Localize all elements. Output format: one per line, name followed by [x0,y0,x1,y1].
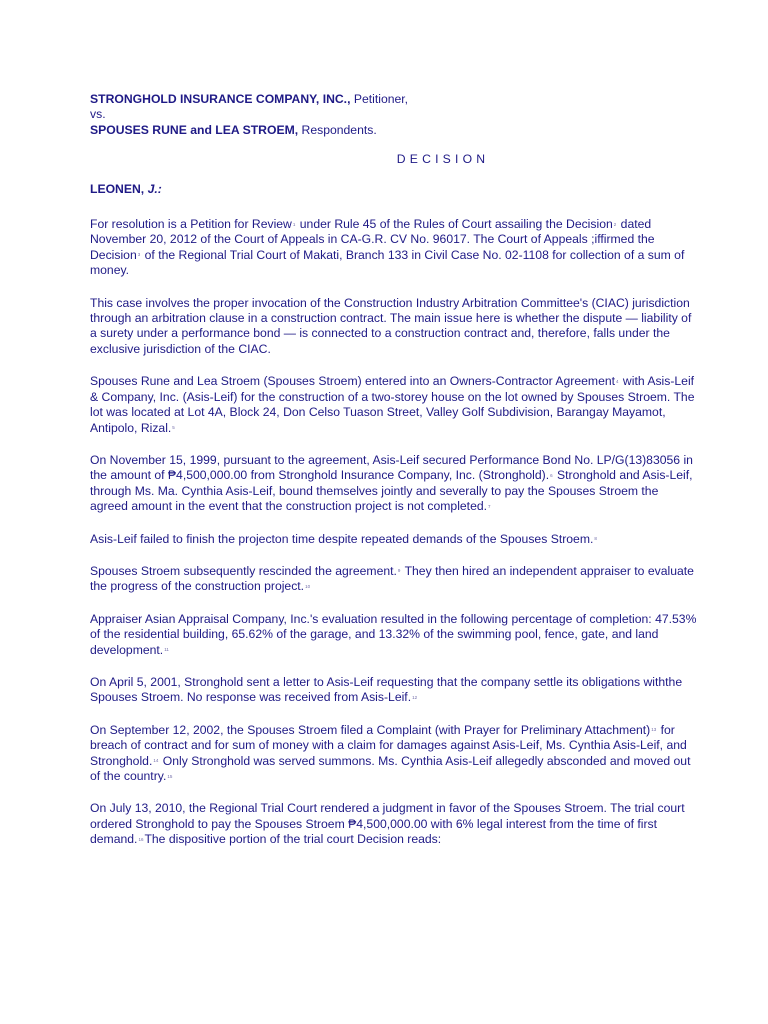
respondent-name: SPOUSES RUNE and LEA STROEM, [90,122,299,137]
footnote-marker-11[interactable]: 11 [164,647,169,653]
footnote-marker-15[interactable]: 15 [167,773,173,779]
paragraph-3 [90,374,698,436]
paragraph-text: Appraiser Asian Appraisal Company, Inc.'s evaluation resulted in the following percentage of completion: 47.53% of the residential building, 65.62% of the garage, and 13.32% of the swimming pool, fence, gate, and land development. [90,611,697,657]
paragraph-text: Asis-Leif failed to finish the projecton time despite repeated demands of the Spouses Stroem. [90,531,594,546]
paragraph-text: for breach of contract and for sum of money with a claim for damages against Asis-Leif, Ms. Cynthia Asis-Leif, and Stronghold. [90,722,687,768]
paragraph-1 [90,217,698,279]
paragraph-2 [90,296,698,358]
footnote-marker-4[interactable]: 4 [616,378,619,384]
footnote-marker-14[interactable]: 14 [153,758,159,764]
respondent-line [90,123,698,138]
paragraph-text: On July 13, 2010, the Regional Trial Court rendered a judgment in favor of the Spouses Stroem. The trial court ordered Stronghold to pay the Spouses Stroem ₱4,500,000.00 with 6% legal interest from the time of first demand. [90,801,685,847]
paragraph-7 [90,612,698,658]
paragraph-text: Spouses Stroem subsequently rescinded the agreement. [90,563,397,578]
paragraph-9 [90,723,698,785]
paragraph-text: Only Stronghold was served summons. Ms. Cynthia Asis-Leif allegedly absconded and moved out of the country. [90,753,691,783]
paragraph-text: On September 12, 2002, the Spouses Stroem filed a Complaint (with Prayer for Preliminary Attachment) [90,722,651,737]
petitioner-role: Petitioner, [353,92,409,106]
paragraph-4 [90,453,698,515]
petitioner-line [90,92,698,107]
footnote-marker-13[interactable]: 13 [651,727,657,733]
footnote-marker-7[interactable]: 7 [488,503,491,509]
footnote-marker-8[interactable]: 8 [594,536,597,542]
footnote-marker-12[interactable]: 12 [412,694,418,700]
paragraph-8 [90,675,698,706]
footnote-marker-5[interactable]: 5 [172,425,175,431]
paragraph-10 [90,801,698,847]
ponente [90,182,698,197]
paragraph-text: under Rule 45 of the Rules of Court assailing the Decision [296,217,613,232]
paragraph-text: On April 5, 2001, Stronghold sent a letter to Asis-Leif requesting that the company settle its obligations withthe Spouses Stroem. No response was received from Asis-Leif. [90,674,683,705]
paragraph-text: Spouses Rune and Lea Stroem (Spouses Stroem) entered into an Owners-Contractor Agreement [90,374,616,389]
paragraph-text: They then hired an independent appraiser to evaluate the progress of the construction project. [90,563,694,594]
paragraph-6 [90,564,698,595]
footnote-marker-10[interactable]: 10 [305,583,311,589]
decision-title: DECISION [396,152,490,167]
footnote-marker-6[interactable]: 6 [550,472,553,478]
ponente-name: LEONEN, [90,181,145,196]
paragraph-text: The dispositive portion of the trial court Decision reads: [144,832,442,847]
paragraph-5 [90,532,698,547]
versus-line: vs. [90,107,106,122]
footnote-marker-1[interactable]: 1 [292,221,296,227]
paragraph-text: with Asis-Leif & Company, Inc. (Asis-Leif) for the construction of a two-storey house on the lot owned by Spouses Stroem. The lot was located at Lot 4A, Block 24, Don Celso Tuason Street, Valley Golf Subdivision, Barangay Mayamot, Antipolo, Rizal. [90,374,695,435]
ponente-role: J.: [147,181,162,196]
paragraph-text: On November 15, 1999, pursuant to the agreement, Asis-Leif secured Performance Bond No. LP/G(13)83056 in the amount of ₱4,500,000.00 from Stronghold Insurance Company, Inc. (Stronghold). [90,452,693,483]
footnote-marker-9[interactable]: 9 [397,568,401,574]
paragraph-text: Stronghold and Asis-Leif, through Ms. Ma. Cynthia Asis-Leif, bound themselves jointly and severally to pay the Spouses Stroem the agreed amount in the event that the construction project is not completed. [90,468,693,514]
petitioner-name: STRONGHOLD INSURANCE COMPANY, INC., [90,92,351,106]
respondent-role: Respondents. [301,122,377,137]
paragraph-text: This case involves the proper invocation of the Construction Industry Arbitration Committee's (CIAC) jurisdiction through an arbitration clause in a construction contract. The main issue here is whether the dispute — liability of a surety under a performance bond — is connected to a construction contract and, therefore, falls under the exclusive jurisdiction of the CIAC. [90,295,692,356]
footnote-marker-16[interactable]: 16 [138,836,144,842]
paragraph-text: dated November 20, 2012 of the Court of Appeals in CA-G.R. CV No. 96017. The Court of Appeals ;iffirmed the Decision [90,217,655,262]
paragraph-text: of the Regional Trial Court of Makati, Branch 133 in Civil Case No. 02-1108 for collection of a sum of money. [90,247,685,278]
footnote-marker-2[interactable]: 2 [613,221,617,227]
footnote-marker-3[interactable]: 3 [137,252,141,258]
paragraph-text: For resolution is a Petition for Review [90,217,292,232]
